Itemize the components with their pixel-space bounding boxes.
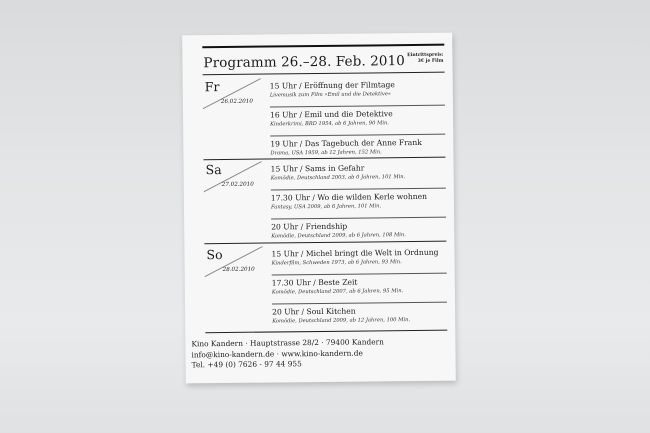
day-date: 26.02.2010 [220, 98, 253, 106]
day-divider [205, 330, 447, 334]
program-flyer [182, 33, 456, 384]
event-title: 20 Uhr / Soul Kitchen [272, 306, 356, 317]
event-meta: Komödie, Deutschland 2009, ab 6 Jahren, 108 Min. [271, 232, 406, 240]
event-title: 15 Uhr / Eröffnung der Filmtage [269, 80, 395, 91]
event-item [271, 160, 446, 191]
price-label: Eintrittspreis: [407, 52, 444, 59]
price-note [397, 53, 443, 65]
event-title: 15 Uhr / Michel bringt die Welt in Ordnung [271, 247, 439, 259]
top-rule [202, 44, 444, 49]
event-title: 20 Uhr / Friendship [271, 221, 348, 232]
event-title: 17.30 Uhr / Wo die wilden Kerle wohnen [270, 191, 428, 203]
event-item [270, 77, 445, 108]
event-item [271, 189, 446, 220]
day-label: Sa [205, 162, 222, 178]
day-label: Fr [204, 79, 220, 95]
event-meta: Livemusik zum Film »Emil und die Detektive« [269, 91, 392, 99]
event-item [272, 303, 447, 333]
day-date: 27.02.2010 [221, 181, 254, 189]
title-rule [203, 72, 445, 76]
event-list [271, 245, 447, 333]
event-meta: Komödie, Deutschland 2007, ab 6 Jahren, 95 Min. [271, 288, 404, 296]
price-value: 3€ je Film [417, 58, 444, 64]
event-meta: Fantasy, USA 2009, ab 6 Jahren, 101 Min. [270, 203, 382, 211]
event-item [272, 274, 447, 305]
event-meta: Kinderkrimi, BRD 1954, ab 6 Jahren, 90 Min. [270, 120, 390, 128]
event-meta: Komödie, Deutschland 2003, ab 0 Jahren, 101 Min. [270, 174, 406, 182]
day-date: 28.02.2010 [222, 266, 255, 274]
event-list [271, 160, 447, 248]
footer-web: info@kino-kandern.de · www.kino-kandern.de [191, 348, 363, 359]
footer-address: Kino Kandern · Hauptstrasse 28/2 · 79400 Kandern [191, 337, 384, 349]
day-block-sunday [204, 245, 446, 325]
event-title: 17.30 Uhr / Beste Zeit [271, 277, 358, 288]
event-list [270, 77, 446, 165]
day-block-saturday [204, 160, 446, 240]
day-label: So [206, 247, 223, 263]
event-title: 19 Uhr / Das Tagebuch der Anne Frank [270, 137, 422, 149]
event-title: 16 Uhr / Emil und die Detektive [269, 109, 393, 120]
event-meta: Komödie, Deutschland 2009, ab 12 Jahren, 100 Min. [272, 317, 411, 325]
footer-phone: Tel. +49 (0) 7626 - 97 44 955 [191, 359, 302, 370]
event-item [270, 106, 445, 137]
program-title: Programm 26.–28. Feb. 2010 [203, 53, 406, 72]
day-block-friday [203, 77, 445, 157]
contact-footer [191, 337, 384, 371]
event-title: 15 Uhr / Sams in Gefahr [270, 163, 365, 174]
event-item [271, 245, 446, 276]
event-meta: Kinderfilm, Schweden 1973, ab 6 Jahren, 93 Min. [271, 259, 402, 267]
event-meta: Drama, USA 1959, ab 12 Jahren, 152 Min. [270, 149, 382, 157]
